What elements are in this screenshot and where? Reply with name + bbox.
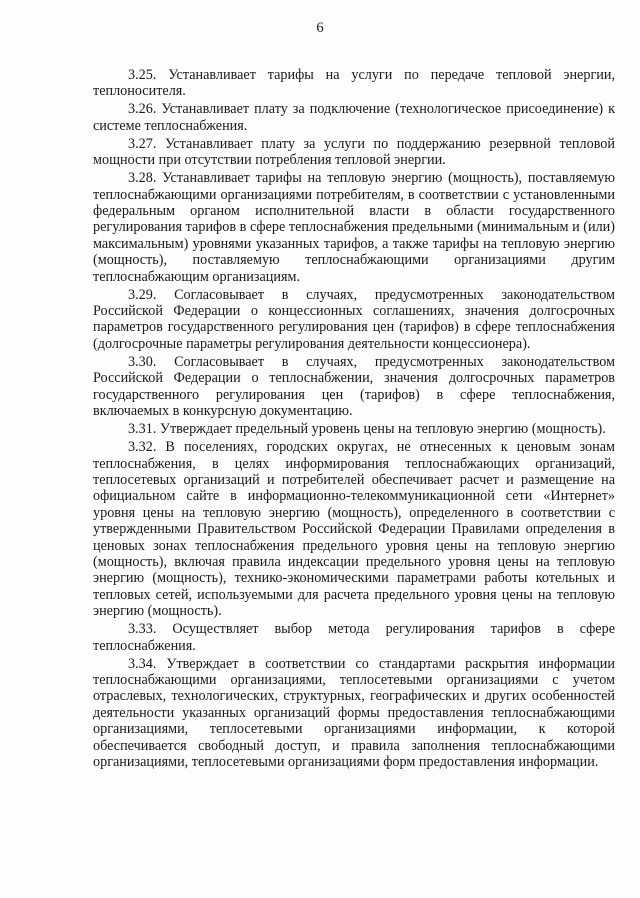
document-body	[93, 67, 615, 772]
paragraph-3-25: 3.25. Устанавливает тарифы на услуги по передаче тепловой энергии, теплоносителя.	[93, 67, 615, 100]
paragraph-3-30: 3.30. Согласовывает в случаях, предусмотренных законодательством Российской Федерации о теплоснабжении, значения долгосрочных параметров государственного регулирования цен (тарифов) в сфере теплоснабжения, включаемых в конкурсную документацию.	[93, 353, 615, 420]
paragraph-3-28: 3.28. Устанавливает тарифы на тепловую энергию (мощность), поставляемую теплоснабжающими организациями потребителям, в соответствии с установленными федеральным органом исполнительной власти в области государственного регулирования тарифов в сфере теплоснабжения предельными (минимальным и (или) максимальным) уровнями указанных тарифов, а также тарифы на тепловую энергию (мощность), поставляемую теплоснабжающими организациями другим теплоснабжающим организациям.	[93, 170, 615, 285]
paragraph-3-32: 3.32. В поселениях, городских округах, не отнесенных к ценовым зонам теплоснабжения, в целях информирования теплоснабжающих организаций, теплосетевых организаций и потребителей обеспечивает расчет и размещение на официальном сайте в информационно-телекоммуникационной сети «Интернет» уровня цены на тепловую энергию (мощность), определенного в соответствии с утвержденными Правительством Российской Федерации Правилами определения в ценовых зонах теплоснабжения предельного уровня цены на тепловую энергию (мощность), включая правила индексации предельного уровня цены на тепловую энергию (мощность), технико-экономическими параметрами работы котельных и тепловых сетей, используемыми для расчета предельного уровня цены на тепловую энергию (мощность).	[93, 439, 615, 620]
paragraph-3-33: 3.33. Осуществляет выбор метода регулирования тарифов в сфере теплоснабжения.	[93, 621, 615, 654]
paragraph-3-34: 3.34. Утверждает в соответствии со стандартами раскрытия информации теплоснабжающими организациями, теплосетевыми организациями с учетом отраслевых, технологических, структурных, географических и других особенностей деятельности указанных организаций формы предоставления теплоснабжающими организациями, теплосетевыми организациями информации, к которой обеспечивается свободный доступ, и правила заполнения теплоснабжающими организациями, теплосетевыми организациями форм предоставления информации.	[93, 655, 615, 770]
paragraph-3-26: 3.26. Устанавливает плату за подключение (технологическое присоединение) к системе теплоснабжения.	[93, 101, 615, 134]
paragraph-3-27: 3.27. Устанавливает плату за услуги по поддержанию резервной тепловой мощности при отсутствии потребления тепловой энергии.	[93, 135, 615, 169]
page-number: 6	[316, 20, 324, 36]
paragraph-3-31: 3.31. Утверждает предельный уровень цены на тепловую энергию (мощность).	[128, 421, 606, 438]
paragraph-3-29: 3.29. Согласовывает в случаях, предусмотренных законодательством Российской Федерации о концессионных соглашениях, значения долгосрочных параметров государственного регулирования цен (тарифов) в сфере теплоснабжения (долгосрочные параметры регулирования деятельности концессионера).	[93, 286, 615, 352]
